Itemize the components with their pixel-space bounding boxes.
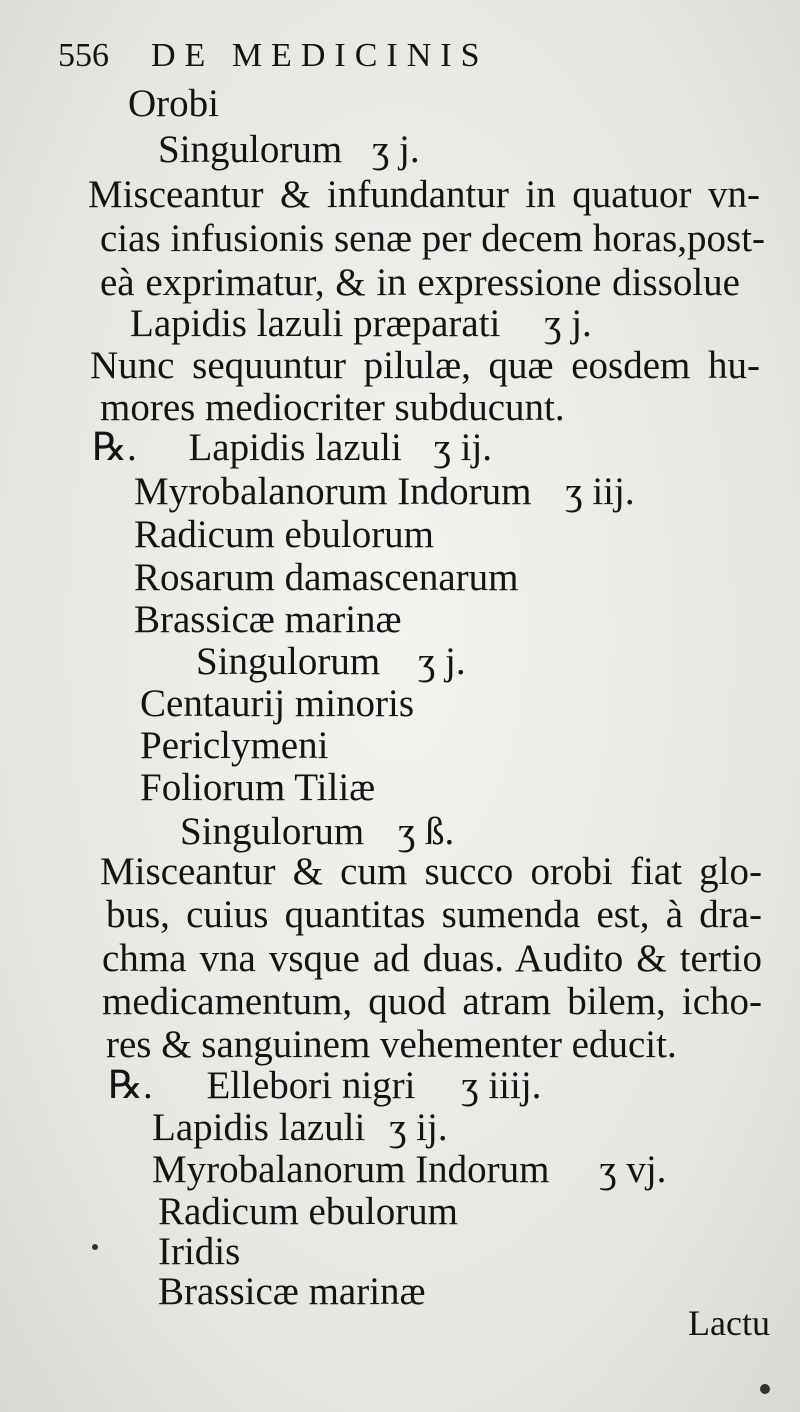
ingredient: Singulorum	[196, 640, 381, 683]
text-line	[130, 302, 592, 346]
text-line: cias infusionis senæ per decem horas,post-	[100, 217, 766, 260]
dose: ʒ ij.	[389, 1106, 448, 1149]
text-line	[108, 1064, 541, 1108]
text-line: mores mediocriter subducunt.	[100, 386, 565, 429]
text-line: Misceantur & cum succo orobi fiat glo-	[100, 850, 762, 893]
recipe-symbol: ℞.	[108, 1064, 153, 1107]
ingredient: Myrobalanorum Indorum	[152, 1148, 550, 1191]
text-line: Foliorum Tiliæ	[140, 766, 376, 809]
text-line: Centaurij minoris	[140, 682, 415, 725]
text-line: bus, cuius quantitas sumenda est, à dra-	[106, 893, 762, 936]
text-line: eà exprimatur, & in expressione dissolue	[100, 261, 740, 304]
ink-spot	[92, 1244, 98, 1250]
page-number: 556	[58, 37, 109, 74]
text-line	[152, 1148, 666, 1192]
text-line: chma vna vsque ad duas. Audito & tertio	[102, 937, 762, 980]
ingredient: Lapidis lazuli præparati	[130, 302, 501, 345]
page-header	[58, 34, 488, 78]
text-line: Nunc sequuntur pilulæ, quæ eosdem hu-	[90, 344, 760, 387]
dose: ʒ j.	[417, 640, 466, 683]
text-line: Radicum ebulorum	[134, 513, 435, 556]
text-line: Periclymeni	[140, 724, 329, 767]
ingredient: Singulorum	[180, 810, 365, 853]
ingredient: Lapidis lazuli	[152, 1106, 366, 1149]
ingredient: Myrobalanorum Indorum	[134, 470, 532, 513]
text-line	[134, 470, 635, 514]
catchword: Lactu	[688, 1303, 770, 1343]
ingredient: Ellebori nigri	[206, 1064, 416, 1107]
text-line: Brassicæ marinæ	[158, 1270, 426, 1313]
dose: ʒ iiij.	[461, 1064, 542, 1107]
text-line: Radicum ebulorum	[158, 1190, 459, 1233]
text-line	[180, 810, 454, 854]
dose: ʒ iij.	[565, 470, 635, 513]
dose: ʒ vj.	[599, 1148, 667, 1191]
dose: ʒ ß.	[397, 810, 455, 853]
text-line: medicamentum, quod atram bilem, icho-	[102, 980, 762, 1023]
dose: ʒ ij.	[433, 426, 493, 469]
text-line: Misceantur & infundantur in quatuor vn-	[88, 173, 760, 216]
text-line: Iridis	[158, 1230, 241, 1273]
text-line	[152, 1106, 448, 1150]
recipe-symbol: ℞.	[92, 426, 137, 469]
dose: ʒ j.	[371, 128, 420, 171]
text-line: Brassicæ marinæ	[134, 598, 402, 641]
text-line	[196, 640, 466, 684]
text-line: Rosarum damascenarum	[134, 556, 519, 599]
text-line	[158, 128, 420, 172]
ink-spot	[760, 1384, 770, 1394]
dose: ʒ j.	[544, 302, 592, 345]
text-line: res & sanguinem vehementer educit.	[106, 1023, 677, 1066]
text-line	[92, 426, 492, 470]
running-title: DE MEDICINIS	[151, 37, 489, 74]
ingredient: Lapidis lazuli	[188, 426, 402, 469]
ingredient: Singulorum	[158, 128, 343, 171]
text-line: Orobi	[128, 82, 219, 125]
